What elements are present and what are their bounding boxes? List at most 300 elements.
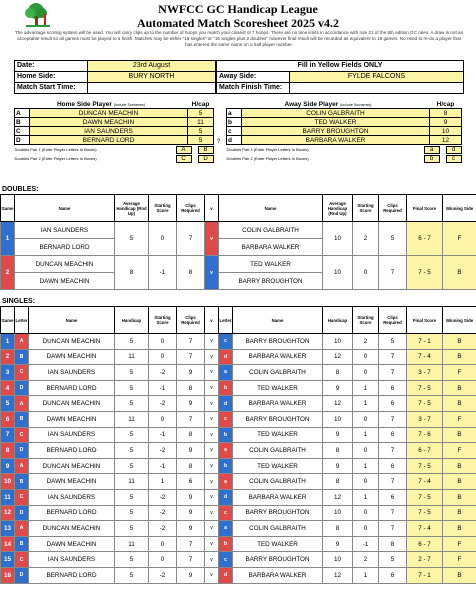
- singles-game-number: 4: [1, 380, 15, 396]
- singles-home-start: 0: [149, 552, 177, 568]
- singles-row: [1, 458, 476, 474]
- singles-away-hcap: 8: [323, 365, 353, 381]
- singles-home-letter: C: [15, 489, 29, 505]
- singles-header: Clips Required: [177, 307, 205, 334]
- singles-away-player: TED WALKER: [233, 427, 323, 443]
- home-players-title: Home Side Player: [56, 100, 112, 108]
- singles-game-number: 12: [1, 505, 15, 521]
- singles-game-number: 10: [1, 474, 15, 490]
- singles-home-clips: 7: [177, 349, 205, 365]
- singles-final-score[interactable]: 7 - 1: [407, 334, 443, 350]
- singles-home-letter: C: [15, 552, 29, 568]
- versus-marker: v: [205, 521, 219, 537]
- singles-home-clips: 9: [177, 489, 205, 505]
- singles-away-letter: d: [219, 489, 233, 505]
- finish-time-field[interactable]: [290, 83, 463, 93]
- singles-away-start: 1: [353, 396, 379, 412]
- singles-away-player: TED WALKER: [233, 536, 323, 552]
- match-info-right: [216, 60, 464, 94]
- singles-winning-side: B: [443, 349, 476, 365]
- home-pair2-b[interactable]: D: [198, 155, 214, 163]
- singles-row: [1, 474, 476, 490]
- doubles-away-player: COLIN GALBRAITH: [219, 222, 323, 239]
- doubles-home-player: BERNARD LORD: [15, 239, 115, 256]
- singles-home-clips: 8: [177, 458, 205, 474]
- singles-away-letter: a: [219, 443, 233, 459]
- doubles-header: Winning Side: [443, 195, 476, 222]
- home-player-name[interactable]: BERNARD LORD: [30, 136, 188, 145]
- singles-home-hcap: 5: [115, 505, 149, 521]
- singles-final-score[interactable]: 7 - 5: [407, 489, 443, 505]
- away-player-name[interactable]: BARBARA WALKER: [242, 136, 430, 145]
- away-player-hcap[interactable]: 8: [430, 109, 462, 118]
- versus-marker: v: [205, 256, 219, 290]
- doubles-header: Name: [219, 195, 323, 222]
- singles-home-clips: 7: [177, 552, 205, 568]
- doubles-home-player: DUNCAN MEACHIN: [15, 256, 115, 273]
- singles-away-start: 0: [353, 365, 379, 381]
- singles-away-player: COLIN GALBRAITH: [233, 443, 323, 459]
- singles-game-number: 5: [1, 396, 15, 412]
- singles-home-clips: 8: [177, 427, 205, 443]
- singles-final-score[interactable]: 7 - 4: [407, 349, 443, 365]
- doubles-away-player: TED WALKER: [219, 256, 323, 273]
- versus-marker: v: [205, 458, 219, 474]
- singles-home-player: BERNARD LORD: [29, 567, 115, 583]
- away-hcap-header: H/cap: [430, 100, 462, 109]
- singles-final-score[interactable]: 7 - 5: [407, 396, 443, 412]
- singles-away-hcap: 8: [323, 521, 353, 537]
- singles-away-start: 0: [353, 474, 379, 490]
- singles-home-letter: B: [15, 536, 29, 552]
- away-pair2-a[interactable]: b: [424, 155, 440, 163]
- singles-home-player: DUNCAN MEACHIN: [29, 334, 115, 350]
- away-players-sub: (Include Surnames): [340, 102, 372, 107]
- away-player-hcap[interactable]: 12: [430, 136, 462, 145]
- singles-final-score[interactable]: 7 - 5: [407, 505, 443, 521]
- singles-home-player: IAN SAUNDERS: [29, 427, 115, 443]
- singles-home-clips: 9: [177, 365, 205, 381]
- singles-away-player: BARBARA WALKER: [233, 396, 323, 412]
- home-player-name[interactable]: DAWN MEACHIN: [30, 118, 188, 127]
- singles-row: [1, 334, 476, 350]
- singles-away-hcap: 10: [323, 411, 353, 427]
- singles-away-letter: a: [219, 474, 233, 490]
- singles-header: Name: [29, 307, 115, 334]
- singles-away-player: COLIN GALBRAITH: [233, 521, 323, 537]
- singles-away-player: BARBARA WALKER: [233, 489, 323, 505]
- singles-home-player: IAN SAUNDERS: [29, 365, 115, 381]
- singles-home-start: 0: [149, 334, 177, 350]
- singles-winning-side: B: [443, 505, 476, 521]
- doubles-header: Name: [15, 195, 115, 222]
- home-side-label: Home Side:: [15, 72, 88, 82]
- title-scoresheet: Automated Match Scoresheet 2025 v4.2: [136, 16, 340, 30]
- singles-winning-side: B: [443, 521, 476, 537]
- away-pair2-b[interactable]: c: [446, 155, 462, 163]
- singles-away-letter: c: [219, 334, 233, 350]
- date-label: Date:: [15, 61, 88, 71]
- singles-home-player: DAWN MEACHIN: [29, 474, 115, 490]
- singles-away-hcap: 10: [323, 334, 353, 350]
- singles-away-player: BARRY BROUGHTON: [233, 552, 323, 568]
- singles-final-score[interactable]: 6 - 7: [407, 536, 443, 552]
- start-time-field[interactable]: [88, 83, 215, 93]
- singles-home-hcap: 5: [115, 489, 149, 505]
- home-player-name[interactable]: DUNCAN MEACHIN: [30, 109, 188, 118]
- singles-away-clips: 6: [379, 396, 407, 412]
- singles-final-score[interactable]: 3 - 7: [407, 365, 443, 381]
- singles-header: v: [205, 307, 219, 334]
- singles-game-number: 3: [1, 365, 15, 381]
- singles-home-clips: 9: [177, 567, 205, 583]
- versus-marker: v: [205, 505, 219, 521]
- doubles-home-clips: 7: [177, 222, 205, 256]
- singles-away-player: TED WALKER: [233, 458, 323, 474]
- singles-winning-side: B: [443, 427, 476, 443]
- singles-away-start: 1: [353, 427, 379, 443]
- doubles-home-player: DAWN MEACHIN: [15, 273, 115, 290]
- singles-home-letter: A: [15, 334, 29, 350]
- singles-away-clips: 7: [379, 443, 407, 459]
- singles-away-clips: 5: [379, 334, 407, 350]
- singles-winning-side: F: [443, 552, 476, 568]
- versus-marker: v: [205, 349, 219, 365]
- singles-home-start: -2: [149, 365, 177, 381]
- singles-home-clips: 9: [177, 505, 205, 521]
- home-pair1-b[interactable]: B: [198, 146, 214, 154]
- singles-winning-side: B: [443, 334, 476, 350]
- away-letter: b: [227, 118, 242, 127]
- singles-away-letter: d: [219, 349, 233, 365]
- singles-home-hcap: 5: [115, 427, 149, 443]
- doubles-home-hcap: 8: [115, 256, 149, 290]
- doubles-home-clips: 8: [177, 256, 205, 290]
- singles-row: [1, 536, 476, 552]
- doubles-away-hcap: 10: [323, 256, 353, 290]
- singles-away-clips: 6: [379, 427, 407, 443]
- singles-header: Clips Required: [379, 307, 407, 334]
- doubles-away-start: 2: [353, 222, 379, 256]
- singles-away-player: TED WALKER: [233, 380, 323, 396]
- singles-home-letter: D: [15, 505, 29, 521]
- singles-away-start: 1: [353, 567, 379, 583]
- singles-home-clips: 9: [177, 443, 205, 459]
- singles-home-hcap: 5: [115, 567, 149, 583]
- home-player-name[interactable]: IAN SAUNDERS: [30, 127, 188, 136]
- away-pair1-label: Doubles Pair 1 (Enter Player Letters In Boxes): [226, 147, 309, 152]
- singles-header: Letter: [219, 307, 233, 334]
- away-pair1-b[interactable]: d: [446, 146, 462, 154]
- singles-away-letter: b: [219, 380, 233, 396]
- singles-home-hcap: 5: [115, 334, 149, 350]
- singles-final-score[interactable]: 2 - 7: [407, 552, 443, 568]
- singles-final-score[interactable]: 3 - 7: [407, 411, 443, 427]
- singles-home-start: -2: [149, 396, 177, 412]
- match-info-left: [14, 60, 216, 94]
- away-letter: a: [227, 109, 242, 118]
- singles-row: [1, 505, 476, 521]
- singles-home-letter: D: [15, 567, 29, 583]
- versus-marker: v: [205, 411, 219, 427]
- singles-game-number: 1: [1, 334, 15, 350]
- singles-header: Game: [1, 307, 15, 334]
- singles-home-letter: C: [15, 427, 29, 443]
- singles-game-number: 7: [1, 427, 15, 443]
- singles-home-start: -1: [149, 427, 177, 443]
- versus-marker: v: [205, 334, 219, 350]
- away-player-hcap[interactable]: 10: [430, 127, 462, 136]
- versus-marker: v: [205, 396, 219, 412]
- singles-row: [1, 552, 476, 568]
- singles-home-letter: B: [15, 349, 29, 365]
- singles-home-hcap: 11: [115, 474, 149, 490]
- versus-marker: v: [205, 427, 219, 443]
- singles-away-letter: a: [219, 365, 233, 381]
- singles-away-clips: 7: [379, 365, 407, 381]
- singles-winning-side: B: [443, 489, 476, 505]
- singles-away-hcap: 12: [323, 349, 353, 365]
- home-letter: C: [15, 127, 30, 136]
- home-hcap-header: H/cap: [188, 100, 214, 109]
- away-player-name[interactable]: TED WALKER: [242, 118, 430, 127]
- singles-away-start: 2: [353, 334, 379, 350]
- singles-home-clips: 8: [177, 380, 205, 396]
- singles-table: [0, 306, 476, 584]
- doubles-label: DOUBLES:: [2, 186, 39, 193]
- singles-home-clips: 6: [177, 474, 205, 490]
- singles-away-hcap: 12: [323, 489, 353, 505]
- singles-home-letter: A: [15, 458, 29, 474]
- singles-home-hcap: 5: [115, 458, 149, 474]
- away-player-name[interactable]: COLIN GALBRAITH: [242, 109, 430, 118]
- singles-game-number: 14: [1, 536, 15, 552]
- away-player-name[interactable]: BARRY BROUGHTON: [242, 127, 430, 136]
- home-pair2-a[interactable]: C: [176, 155, 192, 163]
- singles-home-letter: B: [15, 411, 29, 427]
- singles-final-score[interactable]: 7 - 6: [407, 427, 443, 443]
- singles-home-player: DAWN MEACHIN: [29, 536, 115, 552]
- doubles-away-clips: 7: [379, 256, 407, 290]
- away-players-table: [226, 100, 462, 163]
- singles-away-player: COLIN GALBRAITH: [233, 365, 323, 381]
- doubles-final-score[interactable]: 6 - 7: [407, 222, 443, 256]
- singles-row: [1, 396, 476, 412]
- singles-game-number: 13: [1, 521, 15, 537]
- singles-home-start: -1: [149, 458, 177, 474]
- singles-away-hcap: 10: [323, 505, 353, 521]
- singles-away-clips: 7: [379, 521, 407, 537]
- finish-time-label: Match Finish Time:: [217, 83, 290, 93]
- singles-away-letter: b: [219, 536, 233, 552]
- singles-home-hcap: 5: [115, 365, 149, 381]
- singles-home-hcap: 11: [115, 349, 149, 365]
- singles-winning-side: B: [443, 396, 476, 412]
- singles-home-letter: D: [15, 443, 29, 459]
- singles-game-number: 16: [1, 567, 15, 583]
- versus-marker: v: [205, 443, 219, 459]
- singles-winning-side: B: [443, 567, 476, 583]
- singles-game-number: 11: [1, 489, 15, 505]
- doubles-header: Average Handicap (Rnd Up): [323, 195, 353, 222]
- singles-away-player: BARRY BROUGHTON: [233, 411, 323, 427]
- singles-winning-side: B: [443, 380, 476, 396]
- away-players-title: Away Side Player: [284, 100, 339, 108]
- singles-header: Letter: [15, 307, 29, 334]
- doubles-table: [0, 194, 476, 290]
- singles-home-start: -2: [149, 505, 177, 521]
- singles-home-player: DUNCAN MEACHIN: [29, 458, 115, 474]
- versus-marker: v: [205, 489, 219, 505]
- versus-marker: v: [205, 365, 219, 381]
- singles-row: [1, 365, 476, 381]
- singles-home-clips: 9: [177, 396, 205, 412]
- singles-away-hcap: 9: [323, 380, 353, 396]
- singles-away-start: 0: [353, 411, 379, 427]
- singles-away-start: 1: [353, 458, 379, 474]
- singles-away-clips: 7: [379, 474, 407, 490]
- singles-home-start: -2: [149, 489, 177, 505]
- singles-home-start: 1: [149, 474, 177, 490]
- away-letter: c: [227, 127, 242, 136]
- singles-away-player: BARBARA WALKER: [233, 349, 323, 365]
- singles-row: [1, 411, 476, 427]
- singles-home-clips: 7: [177, 334, 205, 350]
- versus-marker: v: [205, 567, 219, 583]
- singles-away-hcap: 9: [323, 458, 353, 474]
- singles-final-score[interactable]: 6 - 7: [407, 443, 443, 459]
- intro-text: The advantage scoring system will be used. You will carry clips up to the number of hoops you match your closest of 7 hoops. There are no time limits in accordance with rule 21 of the 6th edition GC rules. A draw is not an acceptable result so all games must be played to a finish. Matches may be either "16 singles" or "16 singles plus 2 doubles" however final result will be recorded as equivalent to 18 games. No need to re-do a player that has entered the same name on a half player number.: [14, 30, 464, 48]
- doubles-home-start: -1: [149, 256, 177, 290]
- singles-away-clips: 5: [379, 552, 407, 568]
- home-player-hcap[interactable]: 5: [188, 127, 214, 136]
- doubles-header: Average Handicap (Rnd Up): [115, 195, 149, 222]
- home-player-hcap[interactable]: 11: [188, 118, 214, 127]
- singles-away-start: 2: [353, 552, 379, 568]
- singles-home-start: -2: [149, 521, 177, 537]
- singles-home-hcap: 5: [115, 552, 149, 568]
- fill-note: Fill in Yellow Fields ONLY: [297, 62, 383, 69]
- singles-game-number: 15: [1, 552, 15, 568]
- singles-winning-side: F: [443, 536, 476, 552]
- singles-final-score[interactable]: 7 - 4: [407, 521, 443, 537]
- home-players-sub: (Include Surnames): [113, 102, 146, 107]
- singles-home-start: -2: [149, 443, 177, 459]
- singles-away-clips: 6: [379, 458, 407, 474]
- singles-header: Handicap: [323, 307, 353, 334]
- doubles-home-hcap: 5: [115, 222, 149, 256]
- singles-home-start: 0: [149, 411, 177, 427]
- singles-final-score[interactable]: 7 - 4: [407, 474, 443, 490]
- singles-away-clips: 7: [379, 349, 407, 365]
- doubles-header: v: [205, 195, 219, 222]
- singles-away-start: 0: [353, 349, 379, 365]
- doubles-away-player: BARRY BROUGHTON: [219, 273, 323, 290]
- singles-home-hcap: 5: [115, 443, 149, 459]
- home-letter: B: [15, 118, 30, 127]
- away-pair2-label: Doubles Pair 2 (Enter Player Letters In Boxes): [226, 156, 309, 161]
- singles-final-score[interactable]: 7 - 5: [407, 458, 443, 474]
- singles-away-letter: d: [219, 567, 233, 583]
- singles-winning-side: F: [443, 411, 476, 427]
- away-pair1-a[interactable]: a: [424, 146, 440, 154]
- singles-home-start: 0: [149, 349, 177, 365]
- singles-row: [1, 567, 476, 583]
- question-mark: ?: [217, 139, 221, 145]
- doubles-header: Starting Score: [149, 195, 177, 222]
- singles-away-start: 1: [353, 489, 379, 505]
- doubles-game-number: 1: [1, 222, 15, 256]
- home-player-hcap[interactable]: 5: [188, 109, 214, 118]
- singles-away-hcap: 9: [323, 427, 353, 443]
- away-player-hcap[interactable]: 9: [430, 118, 462, 127]
- doubles-header: Starting Score: [353, 195, 379, 222]
- singles-home-letter: B: [15, 474, 29, 490]
- doubles-header: Clips Required: [379, 195, 407, 222]
- doubles-winning-side: B: [443, 256, 476, 290]
- singles-home-hcap: 5: [115, 380, 149, 396]
- singles-away-letter: a: [219, 521, 233, 537]
- singles-home-player: BERNARD LORD: [29, 443, 115, 459]
- singles-home-hcap: 5: [115, 396, 149, 412]
- singles-away-clips: 6: [379, 567, 407, 583]
- doubles-header: Game: [1, 195, 15, 222]
- doubles-final-score[interactable]: 7 - 5: [407, 256, 443, 290]
- singles-away-clips: 7: [379, 505, 407, 521]
- singles-away-clips: 8: [379, 536, 407, 552]
- singles-header: Winning Side: [443, 307, 476, 334]
- singles-home-letter: C: [15, 365, 29, 381]
- doubles-header: Clips Required: [177, 195, 205, 222]
- singles-home-start: -1: [149, 380, 177, 396]
- singles-home-player: IAN SAUNDERS: [29, 552, 115, 568]
- singles-away-player: COLIN GALBRAITH: [233, 474, 323, 490]
- singles-header: Starting Score: [149, 307, 177, 334]
- singles-home-player: DUNCAN MEACHIN: [29, 396, 115, 412]
- home-player-hcap[interactable]: 5: [188, 136, 214, 145]
- away-letter: d: [227, 136, 242, 145]
- singles-game-number: 9: [1, 458, 15, 474]
- doubles-header: Final Score: [407, 195, 443, 222]
- doubles-home-player: IAN SAUNDERS: [15, 222, 115, 239]
- singles-home-hcap: 5: [115, 521, 149, 537]
- singles-final-score[interactable]: 7 - 5: [407, 380, 443, 396]
- singles-winning-side: B: [443, 458, 476, 474]
- date-field[interactable]: 23rd August: [88, 61, 215, 71]
- singles-away-clips: 6: [379, 380, 407, 396]
- singles-away-letter: b: [219, 458, 233, 474]
- away-side-field[interactable]: FYLDE FALCONS: [290, 72, 463, 82]
- singles-away-start: 0: [353, 443, 379, 459]
- home-letter: D: [15, 136, 30, 145]
- singles-winning-side: F: [443, 365, 476, 381]
- singles-final-score[interactable]: 7 - 1: [407, 567, 443, 583]
- home-side-field[interactable]: BURY NORTH: [88, 72, 215, 82]
- singles-away-start: -1: [353, 536, 379, 552]
- singles-row: [1, 427, 476, 443]
- singles-away-player: BARRY BROUGHTON: [233, 505, 323, 521]
- singles-away-clips: 6: [379, 489, 407, 505]
- singles-away-letter: c: [219, 505, 233, 521]
- singles-home-player: DAWN MEACHIN: [29, 349, 115, 365]
- singles-away-letter: c: [219, 411, 233, 427]
- singles-away-start: 0: [353, 521, 379, 537]
- doubles-winning-side: F: [443, 222, 476, 256]
- versus-marker: v: [205, 474, 219, 490]
- home-pair1-a[interactable]: A: [176, 146, 192, 154]
- singles-away-letter: b: [219, 427, 233, 443]
- singles-game-number: 2: [1, 349, 15, 365]
